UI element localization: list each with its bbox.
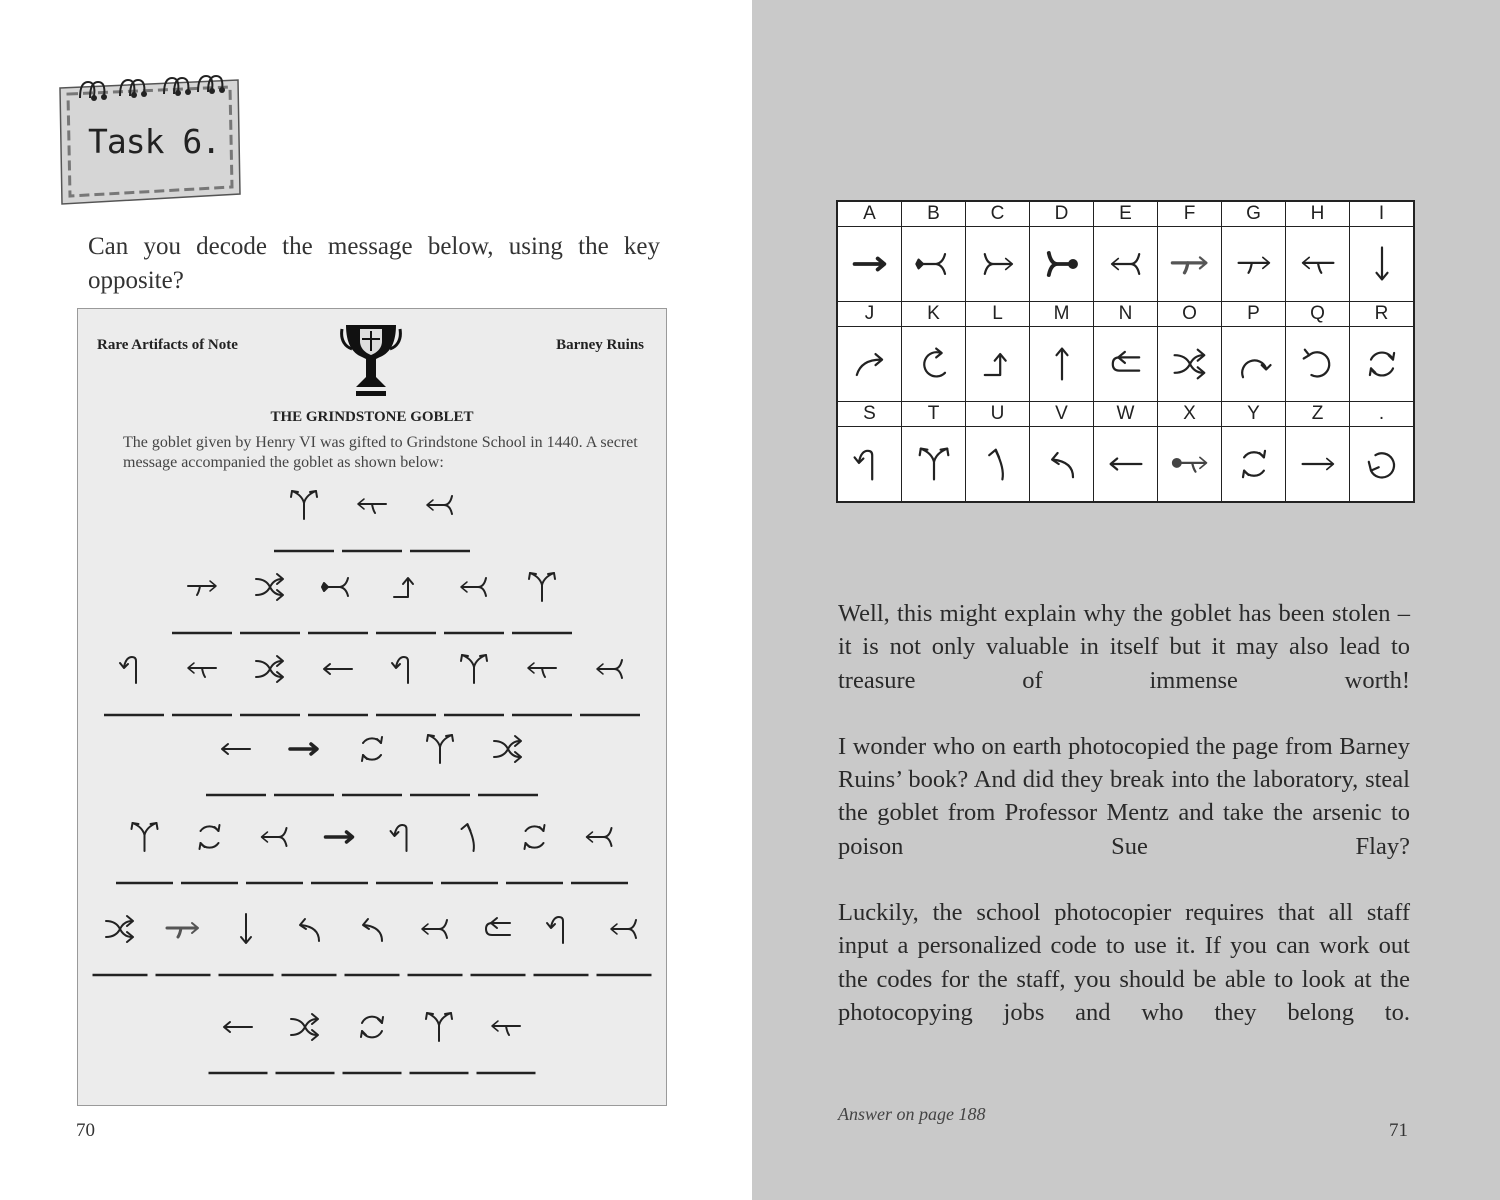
key-letter-cell: X (1158, 402, 1222, 427)
up-arrow-icon (1040, 342, 1084, 386)
key-symbol-row (837, 427, 1414, 503)
key-letter-cell: P (1222, 302, 1286, 327)
curve-clockwise-icon (1232, 342, 1276, 386)
cipher-symbol (547, 917, 563, 943)
key-letter-cell: O (1158, 302, 1222, 327)
cipher-symbol (391, 825, 407, 851)
cipher-symbol (361, 1017, 383, 1038)
cipher-symbol (597, 660, 622, 678)
key-letter-cell: Z (1286, 402, 1350, 427)
page-number-right: 71 (1389, 1120, 1408, 1141)
task-instructions: Can you decode the message below, using the key opposite? (88, 233, 660, 294)
key-symbol-cell (1350, 327, 1415, 402)
cipher-symbol (587, 828, 612, 846)
hook-up-left-icon (848, 442, 892, 486)
cipher-symbol (427, 496, 452, 514)
up-left-curve-icon (976, 442, 1020, 486)
dot-left-arrow-icon (1168, 442, 1212, 486)
cipher-symbol (188, 663, 216, 677)
cipher-symbol (492, 1021, 520, 1035)
key-symbol-cell (902, 427, 966, 503)
key-letter-cell: S (837, 402, 902, 427)
cipher-symbol (167, 923, 198, 937)
key-symbol-cell (1350, 227, 1415, 302)
cipher-symbol (427, 735, 453, 763)
key-symbol-cell (1286, 327, 1350, 402)
step-up-arrow-icon (976, 342, 1020, 386)
cipher-symbol (106, 916, 133, 942)
key-letter-cell: C (966, 201, 1030, 227)
book-title: Rare Artifacts of Note (97, 337, 238, 353)
cipher-symbol (291, 1014, 318, 1040)
key-symbol-cell (837, 227, 902, 302)
story-paragraph: I wonder who on earth photocopied the page from Barney Ruins’ book? And did they break into the laboratory, steal the goblet from Professor Mentz and take the arsenic to poison Sue Flay? (838, 732, 1410, 860)
tee-left-arrow-icon (1296, 242, 1340, 286)
tee-right-arrow-icon (1232, 242, 1276, 286)
key-letter-cell: Y (1222, 402, 1286, 427)
key-letter-row (837, 302, 1414, 327)
cipher-symbol (392, 657, 408, 683)
key-symbol-cell (902, 227, 966, 302)
right-arrow-icon (1296, 442, 1340, 486)
key-letter-row (837, 402, 1414, 427)
key-letter-cell: M (1030, 302, 1094, 327)
key-symbol-cell (1158, 427, 1222, 503)
refresh-icon (1360, 342, 1404, 386)
anticlockwise-icon (1360, 442, 1404, 486)
counter-clockwise-icon (1296, 342, 1340, 386)
answer-reference: Answer on page 188 (838, 1104, 986, 1124)
cipher-symbol (358, 499, 386, 513)
story-paragraph: Luckily, the school photocopier requires that all staff input a personalized code to use it. If you can work out the codes for the staff, you should be able to look at the photocopying jobs and who they belong to. (838, 899, 1410, 1026)
key-letter-cell: V (1030, 402, 1094, 427)
cipher-symbol (525, 825, 545, 849)
cipher-symbol (528, 663, 556, 677)
shuffle-icon (1168, 342, 1212, 386)
clockwise-open-icon (912, 342, 956, 386)
cipher-symbol (256, 574, 283, 600)
cipher-symbol (291, 491, 317, 519)
key-symbol-cell (1094, 227, 1158, 302)
cipher-symbol (222, 744, 250, 754)
key-symbol-cell (1158, 327, 1222, 402)
cipher-symbol (200, 825, 220, 849)
fork-right-icon (976, 242, 1020, 286)
cipher-symbol (132, 823, 158, 851)
cipher-symbol (362, 737, 382, 761)
key-letter-cell: A (837, 201, 902, 227)
turn-up-left-icon (1040, 442, 1084, 486)
key-symbol-row (837, 327, 1414, 402)
right-page (752, 0, 1500, 1200)
cipher-symbol (224, 1022, 252, 1032)
key-letter-cell: D (1030, 201, 1094, 227)
article-heading: THE GRINDSTONE GOBLET (270, 409, 474, 425)
key-symbol-cell (1350, 427, 1415, 503)
split-up-icon (912, 442, 956, 486)
cipher-symbol (486, 918, 510, 935)
cipher-symbol (611, 920, 636, 938)
cycle-icon (1232, 442, 1276, 486)
cipher-symbol (426, 1013, 452, 1041)
cipher-symbol (422, 920, 447, 938)
cipher-symbol (256, 656, 283, 682)
key-symbol-cell (1222, 227, 1286, 302)
cipher-symbol (262, 828, 287, 846)
key-symbol-cell (1286, 227, 1350, 302)
key-symbol-cell (966, 327, 1030, 402)
key-letter-cell: . (1350, 402, 1415, 427)
key-letter-cell: T (902, 402, 966, 427)
key-symbol-cell (1158, 227, 1222, 302)
key-symbol-cell (1030, 227, 1094, 302)
dot-fork-right-icon (1040, 242, 1084, 286)
key-symbol-cell (1030, 427, 1094, 503)
page-number-left: 70 (76, 1120, 95, 1141)
cipher-symbol (394, 578, 413, 597)
key-letter-cell: K (902, 302, 966, 327)
cipher-symbol (324, 664, 352, 674)
cipher-symbol (363, 919, 382, 941)
cipher-symbol (326, 832, 353, 842)
story-paragraph: Well, this might explain why the goblet has been stolen – it is not only valuable in itself but it may also lead to treasure of immense worth! (838, 600, 1410, 694)
cipher-symbol (462, 824, 474, 851)
key-symbol-cell (902, 327, 966, 402)
bold-right-arrow-icon (848, 242, 892, 286)
cipher-symbol (529, 573, 555, 601)
key-symbol-cell (1222, 327, 1286, 402)
key-symbol-cell (966, 427, 1030, 503)
key-symbol-cell (966, 227, 1030, 302)
key-symbol-cell (1030, 327, 1094, 402)
key-letter-cell: N (1094, 302, 1158, 327)
cipher-symbol (188, 581, 216, 595)
key-symbol-cell (1094, 427, 1158, 503)
cipher-symbol (290, 744, 317, 754)
down-arrow-icon (1360, 242, 1404, 286)
cipher-symbol (322, 578, 348, 596)
fork-left-icon (1104, 242, 1148, 286)
cipher-symbol (461, 655, 487, 683)
key-symbol-cell (1286, 427, 1350, 503)
curve-up-right-icon (848, 342, 892, 386)
bold-tee-arrow-icon (1168, 242, 1212, 286)
left-arrow-icon (1104, 442, 1148, 486)
cipher-symbol (494, 736, 521, 762)
key-letter-cell: I (1350, 201, 1415, 227)
key-letter-cell: F (1158, 201, 1222, 227)
cipher-message (78, 309, 666, 1105)
key-letter-cell: Q (1286, 302, 1350, 327)
cipher-key-table (836, 200, 1415, 503)
photocopied-book-page (77, 308, 667, 1106)
key-letter-cell: W (1094, 402, 1158, 427)
key-letter-cell: L (966, 302, 1030, 327)
key-letter-cell: J (837, 302, 902, 327)
article-body: The goblet given by Henry VI was gifted to Grindstone School in 1440. A secret message accompanied the goblet as shown below: (123, 434, 638, 471)
key-letter-row (837, 201, 1414, 227)
key-letter-cell: R (1350, 302, 1415, 327)
cipher-symbol (241, 914, 251, 943)
key-letter-cell: H (1286, 201, 1350, 227)
key-symbol-cell (837, 327, 902, 402)
story-text (838, 597, 1410, 1062)
book-author: Barney Ruins (556, 337, 644, 353)
cipher-symbol (300, 919, 319, 941)
key-symbol-cell (837, 427, 902, 503)
key-letter-cell: G (1222, 201, 1286, 227)
key-symbol-cell (1094, 327, 1158, 402)
key-symbol-row (837, 227, 1414, 302)
star-fork-left-icon (912, 242, 956, 286)
key-letter-cell: B (902, 201, 966, 227)
cipher-symbol (120, 657, 136, 683)
cipher-symbol (461, 578, 486, 596)
key-symbol-cell (1222, 427, 1286, 503)
task-title: Task 6. (88, 122, 221, 161)
key-letter-cell: U (966, 402, 1030, 427)
key-letter-cell: E (1094, 201, 1158, 227)
u-turn-left-icon (1104, 342, 1148, 386)
